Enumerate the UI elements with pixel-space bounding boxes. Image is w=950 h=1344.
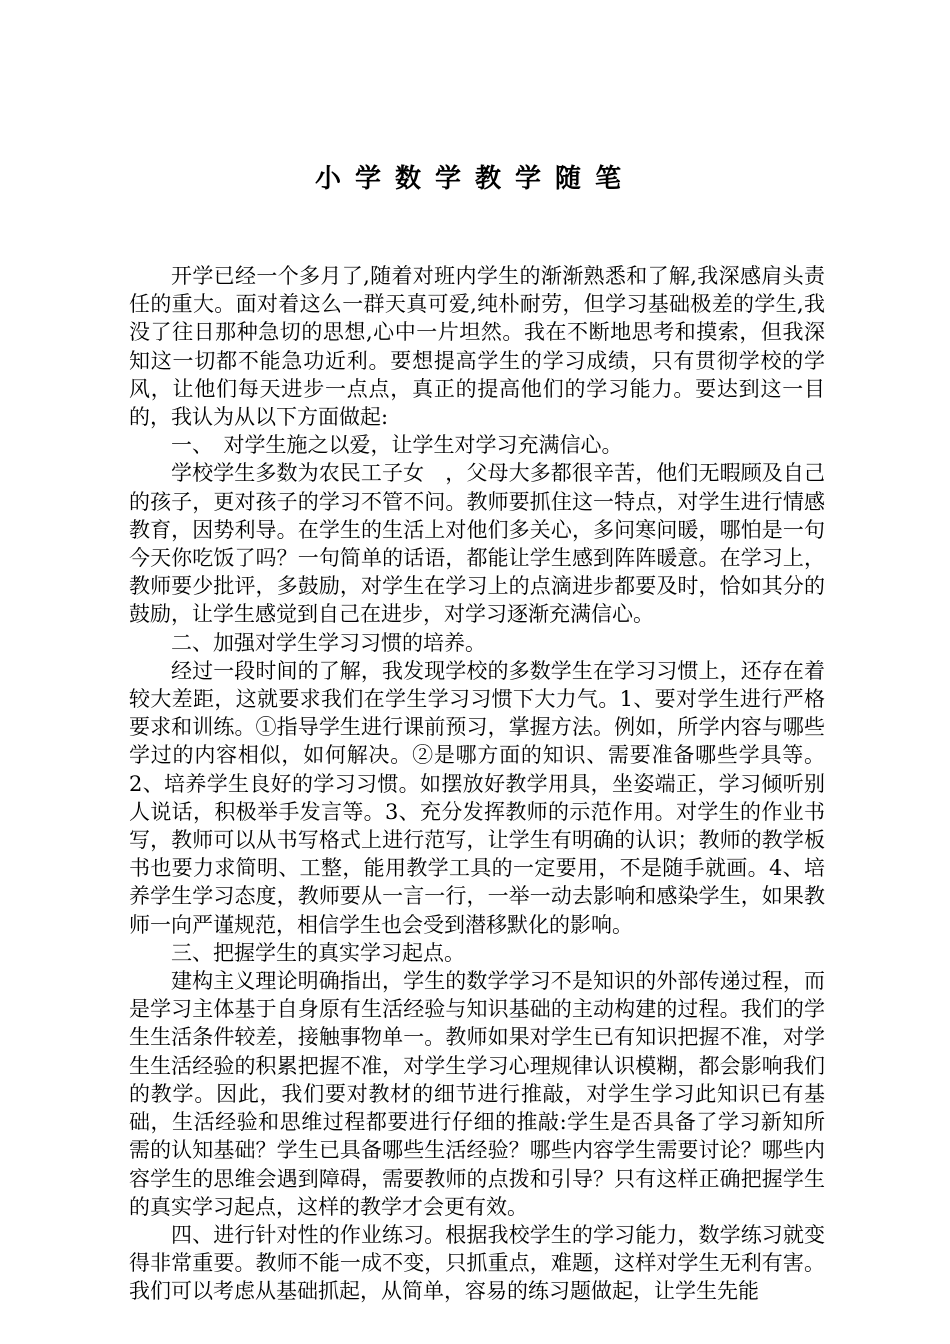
section-heading-3: 三、把握学生的真实学习起点。 [171,940,465,965]
section-heading-2: 二、加强对学生学习习惯的培养。 [171,630,486,655]
document-title: 小学数学教学随笔 [314,164,635,194]
paragraph-section-4: 四、进行针对性的作业练习。根据我校学生的学习能力，数学练习就变得非常重要。教师不能一成不变，只抓重点，难题，这样对学生无利有害。我们可以考虑从基础抓起，从简单，容易的练习题做起，让学生先能 [129,1222,825,1304]
paragraph-section-1: 学校学生多数为农民工子女 ，父母大多都很辛苦，他们无暇顾及自己的孩子，更对孩子的学习不管不问。教师要抓住这一特点，对学生进行情感教育，因势利导。在学生的生活上对他们多关心，多问寒问暖，哪怕是一句今天你吃饭了吗？一句简单的话语，都能让学生感到阵阵暖意。在学习上，教师要少批评，多鼓励，对学生在学习上的点滴进步都要及时，恰如其分的鼓励，让学生感觉到自己在进步，对学习逐渐充满信心。 [129,461,825,627]
paragraph-intro: 开学已经一个多月了,随着对班内学生的渐渐熟悉和了解,我深感肩头责任的重大。面对着这么一群天真可爱,纯朴耐劳，但学习基础极差的学生,我没了往日那种急切的思想,心中一片坦然。我在不断地思考和摸索，但我深知这一切都不能急功近利。要想提高学生的学习成绩，只有贯彻学校的学风，让他们每天进步一点点，真正的提高他们的学习能力。要达到这一目的，我认为从以下方面做起: [129,264,825,430]
paragraph-section-3: 建构主义理论明确指出，学生的数学学习不是知识的外部传递过程，而是学习主体基于自身原有生活经验与知识基础的主动构建的过程。我们的学生生活条件较差，接触事物单一。教师如果对学生已有知识把握不准，对学生生活经验的积累把握不准，对学生学习心理规律认识模糊，都会影响我们的教学。因此，我们要对教材的细节进行推敲，对学生学习此知识已有基础，生活经验和思维过程都要进行仔细的推敲:学生是否具备了学习新知所需的认知基础？学生已具备哪些生活经验？哪些内容学生需要讨论？哪些内容学生的思维会遇到障碍，需要教师的点拨和引导？只有这样正确把握学生的真实学习起点，这样的教学才会更有效。 [129,969,825,1219]
section-heading-1: 一、 对学生施之以爱，让学生对学习充满信心。 [171,433,623,458]
paragraph-section-2: 经过一段时间的了解，我发现学校的多数学生在学习习惯上，还存在着较大差距，这就要求我们在学生学习习惯下大力气。1、要对学生进行严格要求和训练。①指导学生进行课前预习，掌握方法。例如，所学内容与哪些学过的内容相似，如何解决。②是哪方面的知识、需要准备哪些学具等。2、培养学生良好的学习习惯。如摆放好教学用具，坐姿端正，学习倾听别人说话，积极举手发言等。3、充分发挥教师的示范作用。对学生的作业书写，教师可以从书写格式上进行范写，让学生有明确的认识；教师的教学板书也要力求简明、工整，能用教学工具的一定要用，不是随手就画。4、培养学生学习态度，教师要从一言一行，一举一动去影响和感染学生，如果教师一向严谨规范，相信学生也会受到潜移默化的影响。 [129,658,825,937]
document-body [129,262,825,1306]
